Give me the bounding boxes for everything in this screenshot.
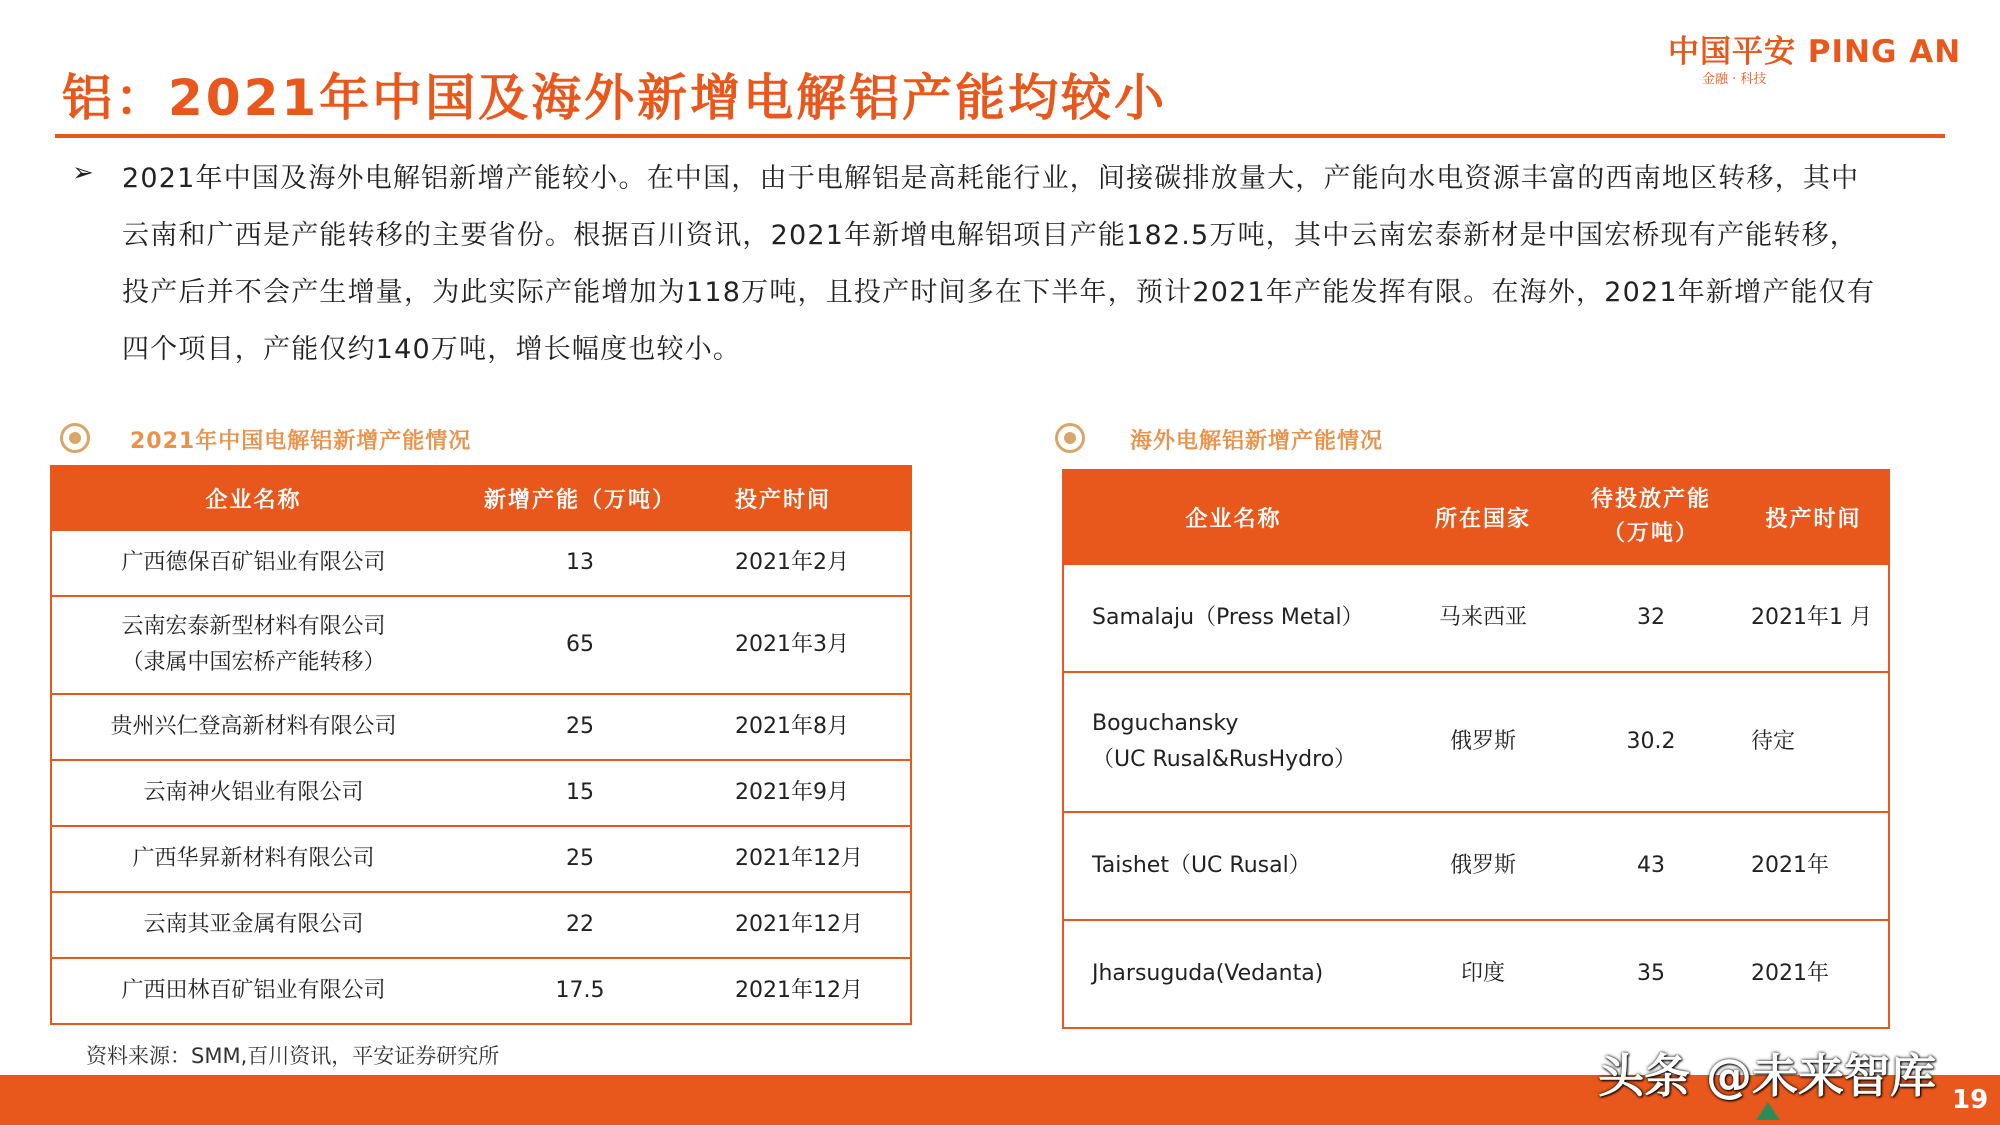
country-cell: 俄罗斯 (1403, 672, 1563, 812)
table-header-row (51, 466, 911, 530)
date-cell: 2021年12月 (705, 892, 911, 958)
date-cell: 2021年2月 (705, 530, 911, 596)
logo-text: 中国平安 PING AN (1668, 34, 1962, 70)
table-row (51, 694, 911, 760)
company-cell: Samalaju（Press Metal） (1063, 564, 1403, 672)
capacity-cell: 32 (1563, 564, 1739, 672)
logo-subtext: 金融 · 科技 (1702, 72, 1767, 87)
country-cell: 印度 (1403, 920, 1563, 1028)
capacity-cell: 13 (455, 530, 705, 596)
page-title: 铝：2021年中国及海外新增电解铝产能均较小 (62, 69, 1168, 127)
date-cell: 2021年8月 (705, 694, 911, 760)
company-cell: Taishet（UC Rusal） (1063, 812, 1403, 920)
watermark-text: 头条 @未来智库 (1598, 1049, 1937, 1103)
capacity-cell: 25 (455, 826, 705, 892)
company-cell: 云南宏泰新型材料有限公司 （隶属中国宏桥产能转移） (51, 596, 455, 694)
header-capacity: 待投放产能 （万吨） (1563, 470, 1739, 564)
intro-paragraph: 2021年中国及海外电解铝新增产能较小。在中国，由于电解铝是高耗能行业，间接碳排放量大，产能向水电资源丰富的西南地区转移，其中云南和广西是产能转移的主要省份。根据百川资讯，2021年新增电解铝项目产能182.5万吨，其中云南宏泰新材是中国宏桥现有产能转移，投产后并不会产生增量，为此实际产能增加为118万吨，且投产时间多在下半年，预计2021年产能发挥有限。在海外，2021年新增产能仅有四个项目，产能仅约140万吨，增长幅度也较小。 (122, 163, 1876, 365)
date-cell: 2021年9月 (705, 760, 911, 826)
table-row (51, 760, 911, 826)
table-row (51, 596, 911, 694)
header-country: 所在国家 (1403, 470, 1563, 564)
header-date: 投产时间 (705, 466, 911, 530)
date-cell: 2021年12月 (705, 958, 911, 1024)
date-cell: 2021年 (1739, 920, 1889, 1028)
bullet-arrow-icon: ➢ (72, 158, 94, 188)
country-cell: 俄罗斯 (1403, 812, 1563, 920)
overseas-table-title: 海外电解铝新增产能情况 (1130, 429, 1384, 454)
capacity-cell: 22 (455, 892, 705, 958)
table-row (1063, 920, 1889, 1028)
country-cell: 马来西亚 (1403, 564, 1563, 672)
pingan-logo (1668, 26, 1978, 88)
company-cell: 云南其亚金属有限公司 (51, 892, 455, 958)
table-row (51, 826, 911, 892)
capacity-cell: 15 (455, 760, 705, 826)
source-note: 资料来源：SMM,百川资讯，平安证券研究所 (86, 1044, 500, 1068)
company-cell: Jharsuguda(Vedanta) (1063, 920, 1403, 1028)
header-capacity: 新增产能（万吨） (455, 466, 705, 530)
table-row (1063, 564, 1889, 672)
company-cell: 云南神火铝业有限公司 (51, 760, 455, 826)
company-cell: Boguchansky （UC Rusal&RusHydro） (1063, 672, 1403, 812)
header-date: 投产时间 (1739, 470, 1889, 564)
table-row (51, 958, 911, 1024)
capacity-cell: 65 (455, 596, 705, 694)
capacity-cell: 25 (455, 694, 705, 760)
capacity-cell: 43 (1563, 812, 1739, 920)
date-cell: 2021年12月 (705, 826, 911, 892)
capacity-cell: 17.5 (455, 958, 705, 1024)
table-row (51, 892, 911, 958)
section-bullet-icon (60, 423, 90, 453)
capacity-cell: 35 (1563, 920, 1739, 1028)
table-row (1063, 672, 1889, 812)
overseas-capacity-table (1062, 469, 1890, 1029)
company-cell: 广西德保百矿铝业有限公司 (51, 530, 455, 596)
table-row (51, 530, 911, 596)
title-divider (55, 134, 1945, 138)
date-cell: 2021年 (1739, 812, 1889, 920)
page-number: 19 (1952, 1085, 1989, 1115)
company-cell: 广西华昇新材料有限公司 (51, 826, 455, 892)
header-company: 企业名称 (1063, 470, 1403, 564)
table-row (1063, 812, 1889, 920)
capacity-cell: 30.2 (1563, 672, 1739, 812)
date-cell: 待定 (1739, 672, 1889, 812)
header-company: 企业名称 (51, 466, 455, 530)
section-bullet-icon (1055, 423, 1085, 453)
table-header-row (1063, 470, 1889, 564)
company-cell: 贵州兴仁登高新材料有限公司 (51, 694, 455, 760)
china-capacity-table (50, 465, 912, 1025)
company-cell: 广西田林百矿铝业有限公司 (51, 958, 455, 1024)
date-cell: 2021年1 月 (1739, 564, 1889, 672)
china-table-title: 2021年中国电解铝新增产能情况 (130, 429, 472, 454)
date-cell: 2021年3月 (705, 596, 911, 694)
